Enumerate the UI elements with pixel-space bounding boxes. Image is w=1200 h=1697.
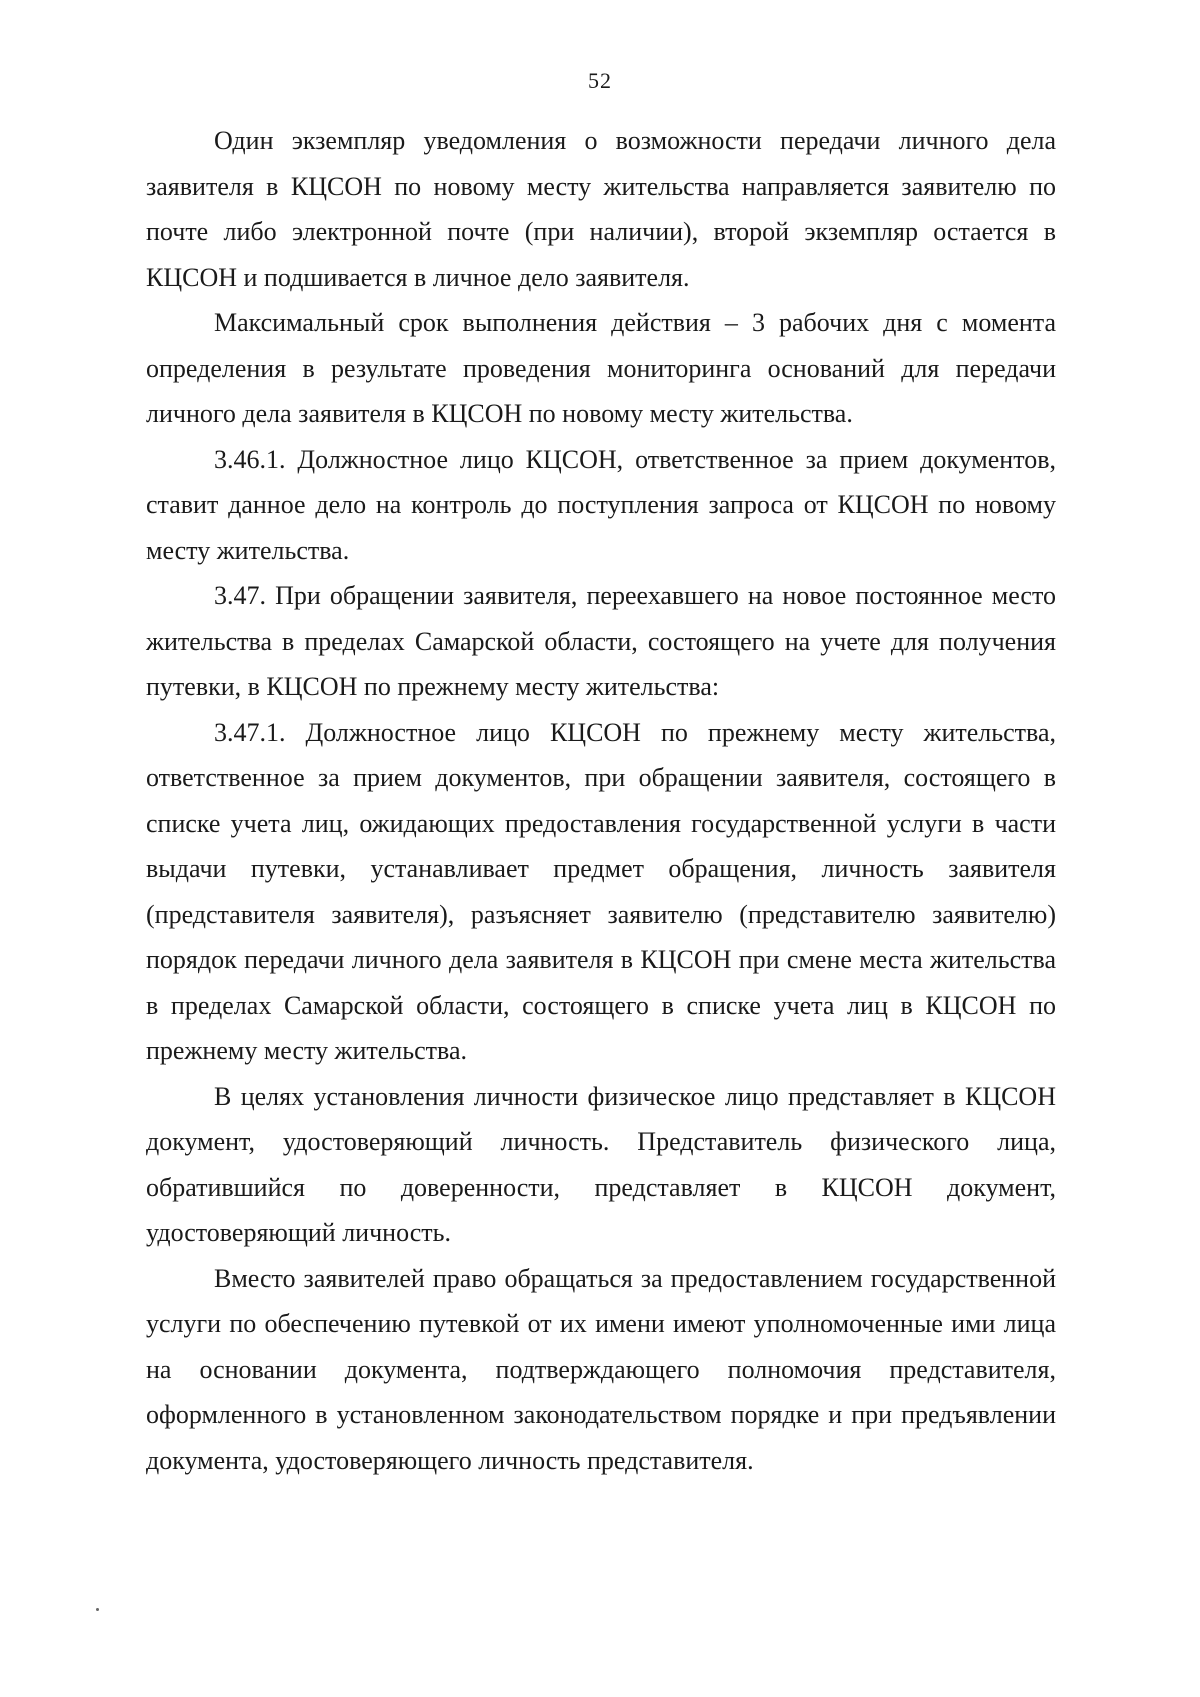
paragraph-max-term: Максимальный срок выполнения действия – 3 рабочих дня с момента определения в результате проведения мониторинга оснований для передачи личного дела заявителя в КЦСОН по новому месту жительства. <box>146 308 1056 428</box>
document-body <box>146 118 1056 1483</box>
paragraph-identity: В целях установления личности физическое лицо представляет в КЦСОН документ, удостоверяющий личность. Представитель физического лица, обратившийся по доверенности, представляет в КЦСОН документ, удостоверяющий личность. <box>146 1081 1056 1247</box>
paragraph-representatives: Вместо заявителей право обращаться за предоставлением государственной услуги по обеспечению путевкой от их имени имеют уполномоченные ими лица на основании документа, подтверждающего полномочия представителя, оформленного в установленном законодательством порядке и при предъявлении документа, удостоверяющего личность представителя. <box>146 1263 1056 1475</box>
paragraph-notification-copies: Один экземпляр уведомления о возможности передачи личного дела заявителя в КЦСОН по новому месту жительства направляется заявителю по почте либо электронной почте (при наличии), второй экземпляр остается в КЦСОН и подшивается в личное дело заявителя. <box>146 126 1056 292</box>
paragraph-3-47-1: 3.47.1. Должностное лицо КЦСОН по прежнему месту жительства, ответственное за прием документов, при обращении заявителя, состоящего в списке учета лиц, ожидающих предоставления государственной услуги в части выдачи путевки, устанавливает предмет обращения, личность заявителя (представителя заявителя), разъясняет заявителю (представителю заявителю) порядок передачи личного дела заявителя в КЦСОН при смене места жительства в пределах Самарской области, состоящего в списке учета лиц в КЦСОН по прежнему месту жительства. <box>146 717 1056 1065</box>
paragraph-3-46-1: 3.46.1. Должностное лицо КЦСОН, ответственное за прием документов, ставит данное дело на контроль до поступления запроса от КЦСОН по новому месту жительства. <box>146 444 1056 565</box>
scan-speck <box>96 1608 99 1611</box>
page-number: 52 <box>588 68 612 93</box>
paragraph-3-47: 3.47. При обращении заявителя, переехавшего на новое постоянное место жительства в пределах Самарской области, состоящего на учете для получения путевки, в КЦСОН по прежнему месту жительства: <box>146 581 1056 701</box>
